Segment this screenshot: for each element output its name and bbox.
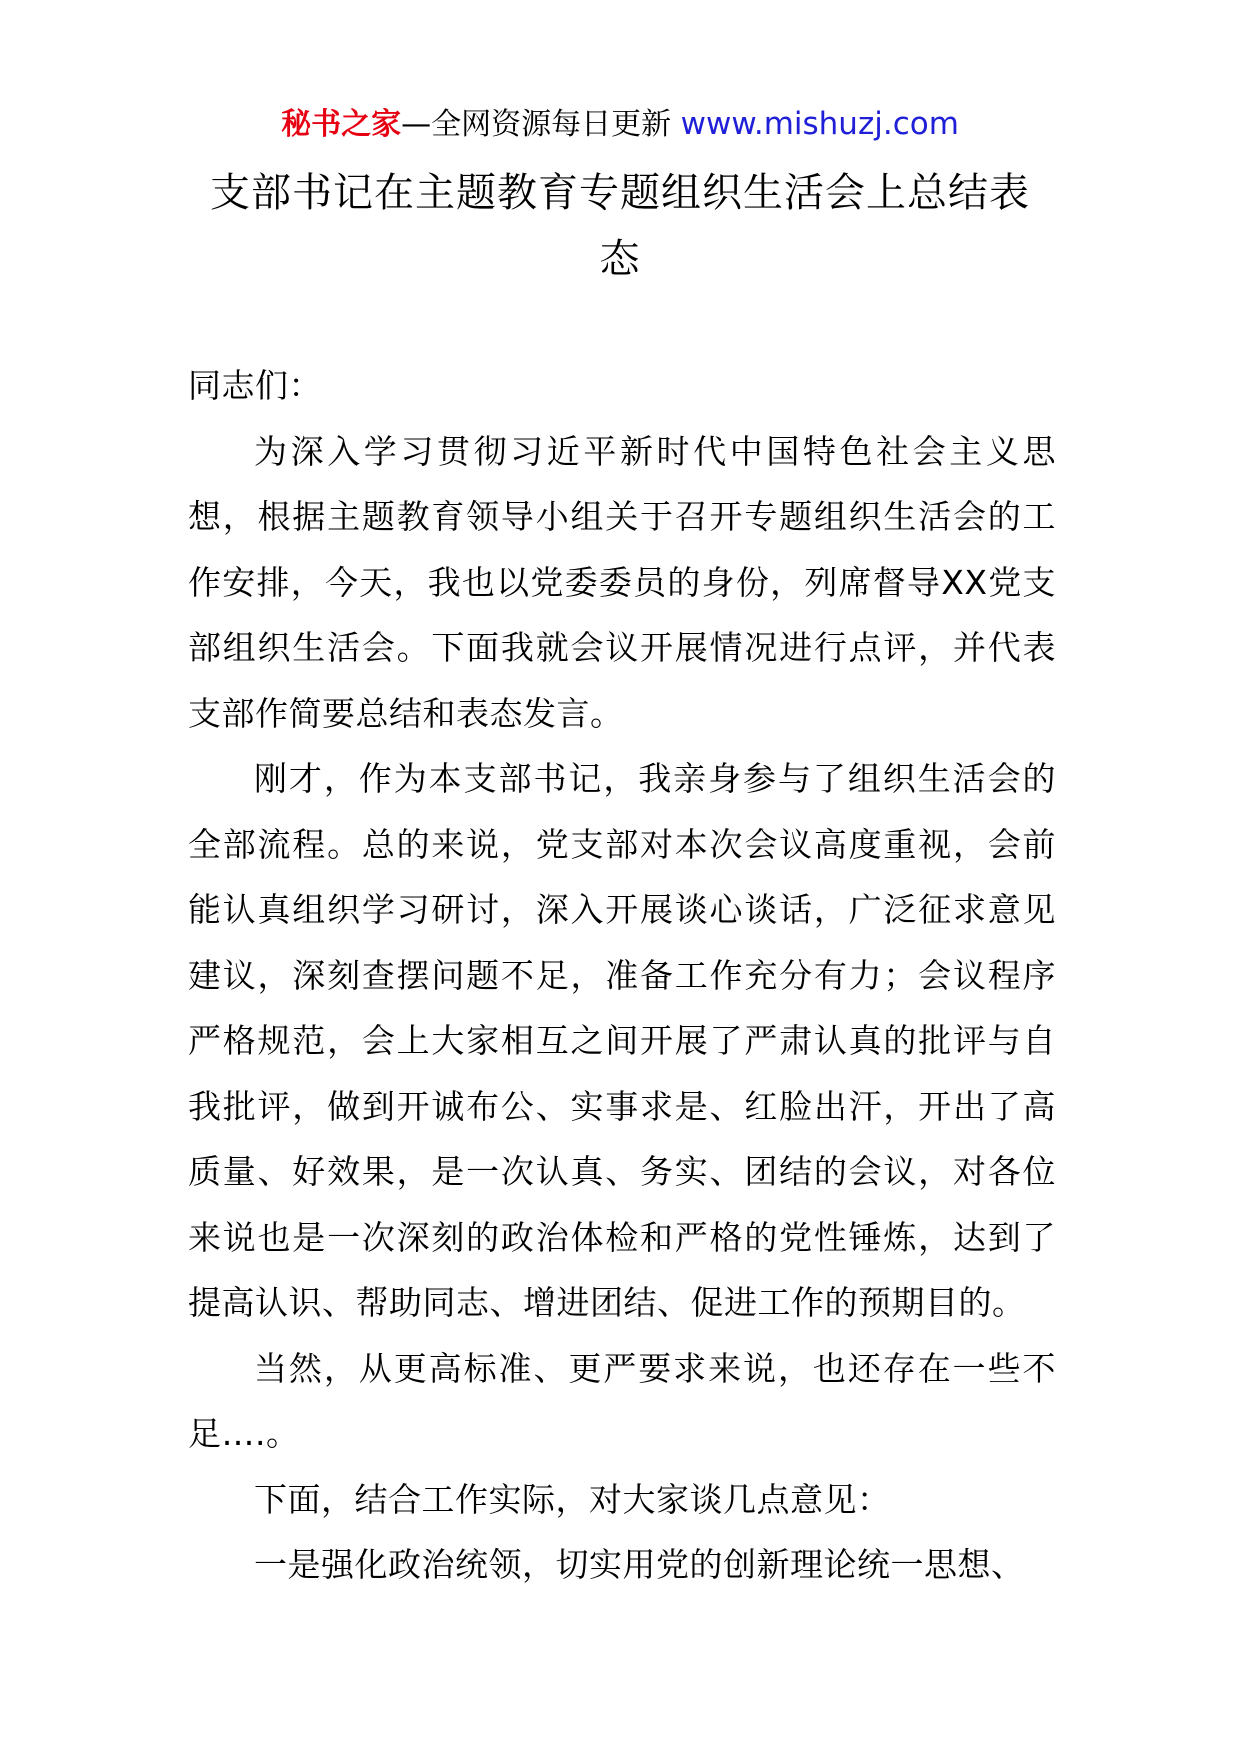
paragraph-shortcomings: 当然，从更高标准、更严要求来说，也还存在一些不足….。 — [188, 1348, 1056, 1453]
paragraph-opinions-intro: 下面，结合工作实际，对大家谈几点意见： — [254, 1479, 891, 1519]
paragraph-review: 刚才，作为本支部书记，我亲身参与了组织生活会的全部流程。总的来说，党支部对本次会议高度重视，会前能认真组织学习研讨，深入开展谈心谈话，广泛征求意见建议，深刻查摆问题不足，准备工作充分有力；会议程序严格规范，会上大家相互之间开展了严肃认真的批评与自我批评，做到开诚布公、实事求是、红脸出汗，开出了高质量、好效果，是一次认真、务实、团结的会议，对各位来说也是一次深刻的政治体检和严格的党性锤炼，达到了提高认识、帮助同志、增进团结、促进工作的预期目的。 — [188, 759, 1056, 1322]
document-title: 支部书记在主题教育专题组织生活会上总结表态 — [210, 170, 1030, 282]
paragraph-point-one: 一是强化政治统领，切实用党的创新理论统一思想、 — [254, 1545, 1025, 1584]
salutation: 同志们： — [188, 366, 322, 405]
brand-name: 秘书之家 — [281, 107, 402, 142]
header-banner — [0, 102, 1240, 147]
document-body — [188, 353, 1056, 1598]
paragraph-intro: 为深入学习贯彻习近平新时代中国特色社会主义思想，根据主题教育领导小组关于召开专题组织生活会的工作安排，今天，我也以党委委员的身份，列席督导XX党支部组织生活会。下面我就会议开展情况进行点评，并代表支部作简要总结和表态发言。 — [188, 431, 1056, 733]
brand-tagline: —全网资源每日更新 — [401, 107, 681, 142]
brand-url-link[interactable]: www.mishuzj.com — [680, 106, 959, 142]
